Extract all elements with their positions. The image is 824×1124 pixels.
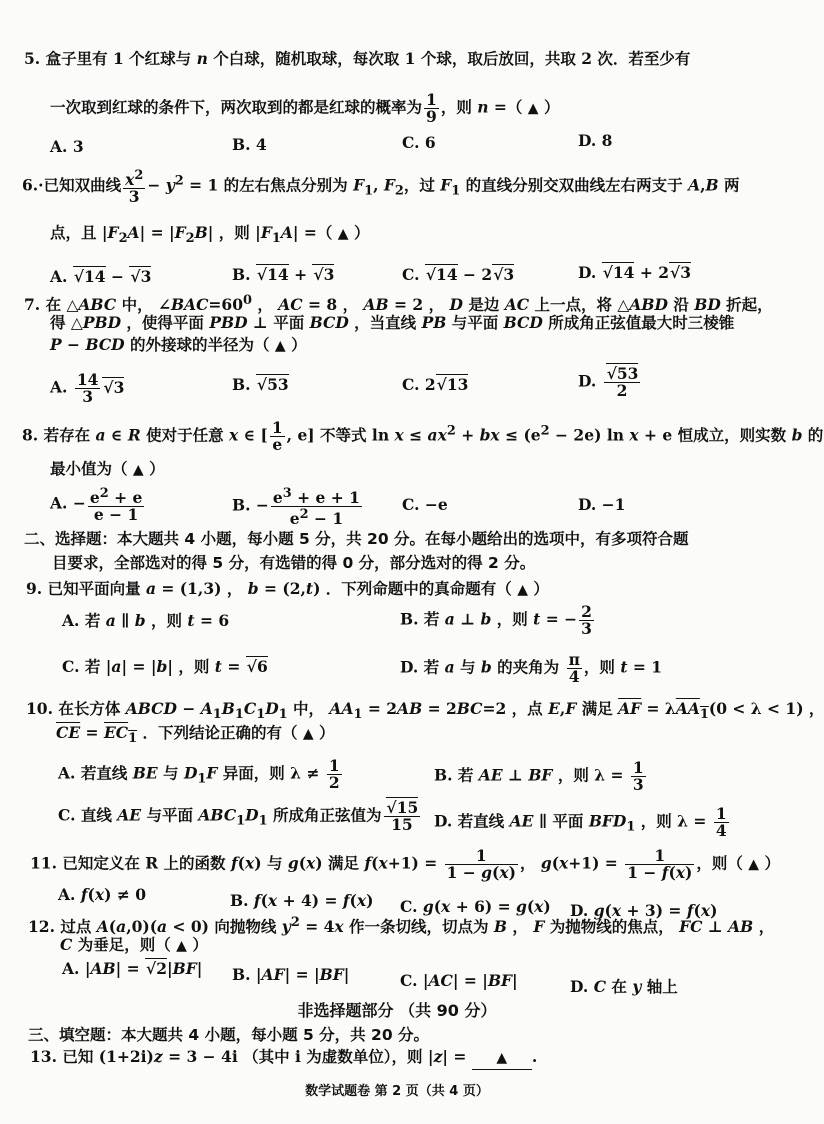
page-footer: 数学试题卷 第 2 页（共 4 页） <box>305 1084 489 1099</box>
part2-title: 非选择题部分 （共 90 分） <box>297 1001 497 1020</box>
q10-option-b: B. 若 AE ⊥ BF ，则 λ = $\frac{1}{3}$ <box>434 758 644 794</box>
q9-line1: 9. 已知平面向量 a = (1,3) ， b = (2,t) ．下列命题中的真命题有（ ▲ ） <box>26 579 549 598</box>
q5-option-c: C. 6 <box>402 133 436 152</box>
q6-option-d: D. √ 14 + 2 √ 3 <box>578 262 691 284</box>
q6-option-b: B. √ 14 + √ 3 <box>232 264 334 286</box>
q7-option-c: C. 2 √ 13 <box>402 374 468 396</box>
q5-option-d: D. 8 <box>578 131 613 150</box>
q9-option-d: D. 若 a 与 b 的夹角为 $\frac{\pi}{4}$ ，则 t = 1 <box>400 650 663 686</box>
q9-option-a: A. 若 a ∥ b ，则 t = 6 <box>62 611 230 630</box>
q8-line1: 8. 若存在 a ∈ R 使对于任意 x ∈ [ $\frac{1}{e}$ , e] 不等式 $\ln x \le ax^2$ + bx ≤ $(e^2 - 2e)$ ln x + e 恒成立，则实数 b 的 <box>22 418 824 454</box>
section2-line2: 目要求，全部选对的得 5 分，有选错的得 0 分，部分选对的得 2 分。 <box>52 554 536 572</box>
q7-line1: 7. 在 △ABC 中， $\angle BAC=60^0$ ， AC = 8 ， AB = 2 ， D 是边 AC 上一点，将 △ABD 沿 BD 折起， <box>24 293 773 315</box>
q11-line1: 11. 已知定义在 R 上的函数 f(x) 与 g(x) 满足 f(x+1) = $\frac{1}{1 - g(x)}$ ， g(x+1) = $\frac{1}{1 - f(x)}$ ，则（ ▲ ） <box>30 846 780 882</box>
q8-option-c: C. −e <box>402 495 448 514</box>
q8-option-b: B. − $\frac{e^3 + e + 1}{e^2 - 1}$ <box>232 486 360 529</box>
q12-option-c: C. |AC| = |BF| <box>400 971 518 990</box>
q10-option-a: A. 若直线 BE 与 $D_1F$ 异面，则 λ ≠ $\frac{1}{2}$ <box>58 756 340 792</box>
q6-option-a: A. √ 14 − √ 3 <box>50 266 151 288</box>
q10-option-c: C. 直线 AE 与平面 $ABC_1D_1$ 所成角正弦值为 √ $\frac{15}{15}$ <box>58 800 422 833</box>
q13-answer-blank: ▲ <box>472 1046 532 1070</box>
q7-option-b: B. √ 53 <box>232 374 289 396</box>
q6-option-c: C. √ 14 − 2 √ 3 <box>402 264 514 286</box>
q11-option-c: C. g(x + 6) = g(x) <box>400 897 551 916</box>
section3-heading: 三、填空题：本大题共 4 小题，每小题 5 分，共 20 分。 <box>28 1026 430 1044</box>
section2-line1: 二、选择题：本大题共 4 小题，每小题 5 分，共 20 分。在每小题给出的选项中，有多项符合题 <box>24 530 689 548</box>
q12-option-b: B. |AF| = |BF| <box>232 965 350 984</box>
q7-line2: 得 △PBD ，使得平面 PBD ⊥ 平面 BCD ，当直线 PB 与平面 BCD 所成角正弦值最大时三棱锥 <box>50 313 735 332</box>
q8-line2: 最小值为（ ▲ ） <box>50 459 165 478</box>
q12-line1: 12. 过点 A(a,0)(a < 0) 向抛物线 $y^2 = 4x$ 作一条切线，切点为 B ， F 为抛物线的焦点， FC ⊥ AB ， <box>28 915 775 937</box>
q8-option-d: D. −1 <box>578 495 626 514</box>
q10-option-d: D. 若直线 AE ∥ 平面 $BFD_1$ ，则 λ = $\frac{1}{4}$ <box>434 804 727 840</box>
q11-option-d: D. g(x + 3) = f(x) <box>570 901 718 920</box>
q8-option-a: A. − $\frac{e^2 + e}{e - 1}$ <box>50 486 143 525</box>
q9-option-b: B. 若 a ⊥ b ，则 t = − $\frac{2}{3}$ <box>400 602 592 638</box>
q6-line2: 点，且 $|F_2A| = |F_2B|$ ，则 $|F_1A|$ =（ ▲ ） <box>50 223 370 247</box>
q5-option-b: B. 4 <box>232 135 267 154</box>
q7-option-a: A. $\frac{14}{3}$ √ 3 <box>50 372 124 405</box>
q5-line2: 一次取到红球的条件下，两次取到的都是红球的概率为 $\frac{1}{9}$ ，则 n =（ ▲ ） <box>50 90 560 126</box>
q7-line3: P − BCD 的外接球的半径为（ ▲ ） <box>50 335 307 354</box>
q5-line1: 5. 盒子里有 1 个红球与 n 个白球，随机取球，每次取 1 个球，取后放回，共取 2 次．若至少有 <box>24 49 691 68</box>
q6-line1: 6.·已知双曲线 $\frac{x^2}{3}$ − $y^2 = 1$ 的左右焦点分别为 $F_1$, $F_2$，过 $F_1$ 的直线分别交双曲线左右两支于 A,B 两 <box>22 168 740 207</box>
q10-line1: 10. 在长方体 ABCD − $A_1B_1C_1D_1$ 中， $AA_1 = 2AB = 2BC=2$ ，点 E,F 满足 $\overline{AF} = \lambda AA_1(0 < \lambda < 1)$ ， <box>26 699 824 723</box>
q13-line: 13. 已知 (1+2i)z = 3 − 4i （其中 i 为虚数单位），则 |z| = ▲ . <box>30 1046 537 1070</box>
q7-option-d: D. √ $\frac{53}{2}$ <box>578 366 642 399</box>
q12-line2: C 为垂足，则（ ▲ ） <box>60 935 208 954</box>
q11-option-a: A. f(x) ≠ 0 <box>58 885 146 904</box>
q5-option-a: A. 3 <box>50 137 84 156</box>
q12-option-a: A. |AB| = √ 2|BF| <box>62 958 202 980</box>
q10-line2: $\overline{CE} = EC_1$ ．下列结论正确的有（ ▲ ） <box>56 723 335 747</box>
q9-option-c: C. 若 |a| = |b| ，则 t = √ 6 <box>62 656 268 678</box>
q11-option-b: B. f(x + 4) = f(x) <box>230 891 374 910</box>
q12-option-d: D. C 在 y 轴上 <box>570 977 678 996</box>
